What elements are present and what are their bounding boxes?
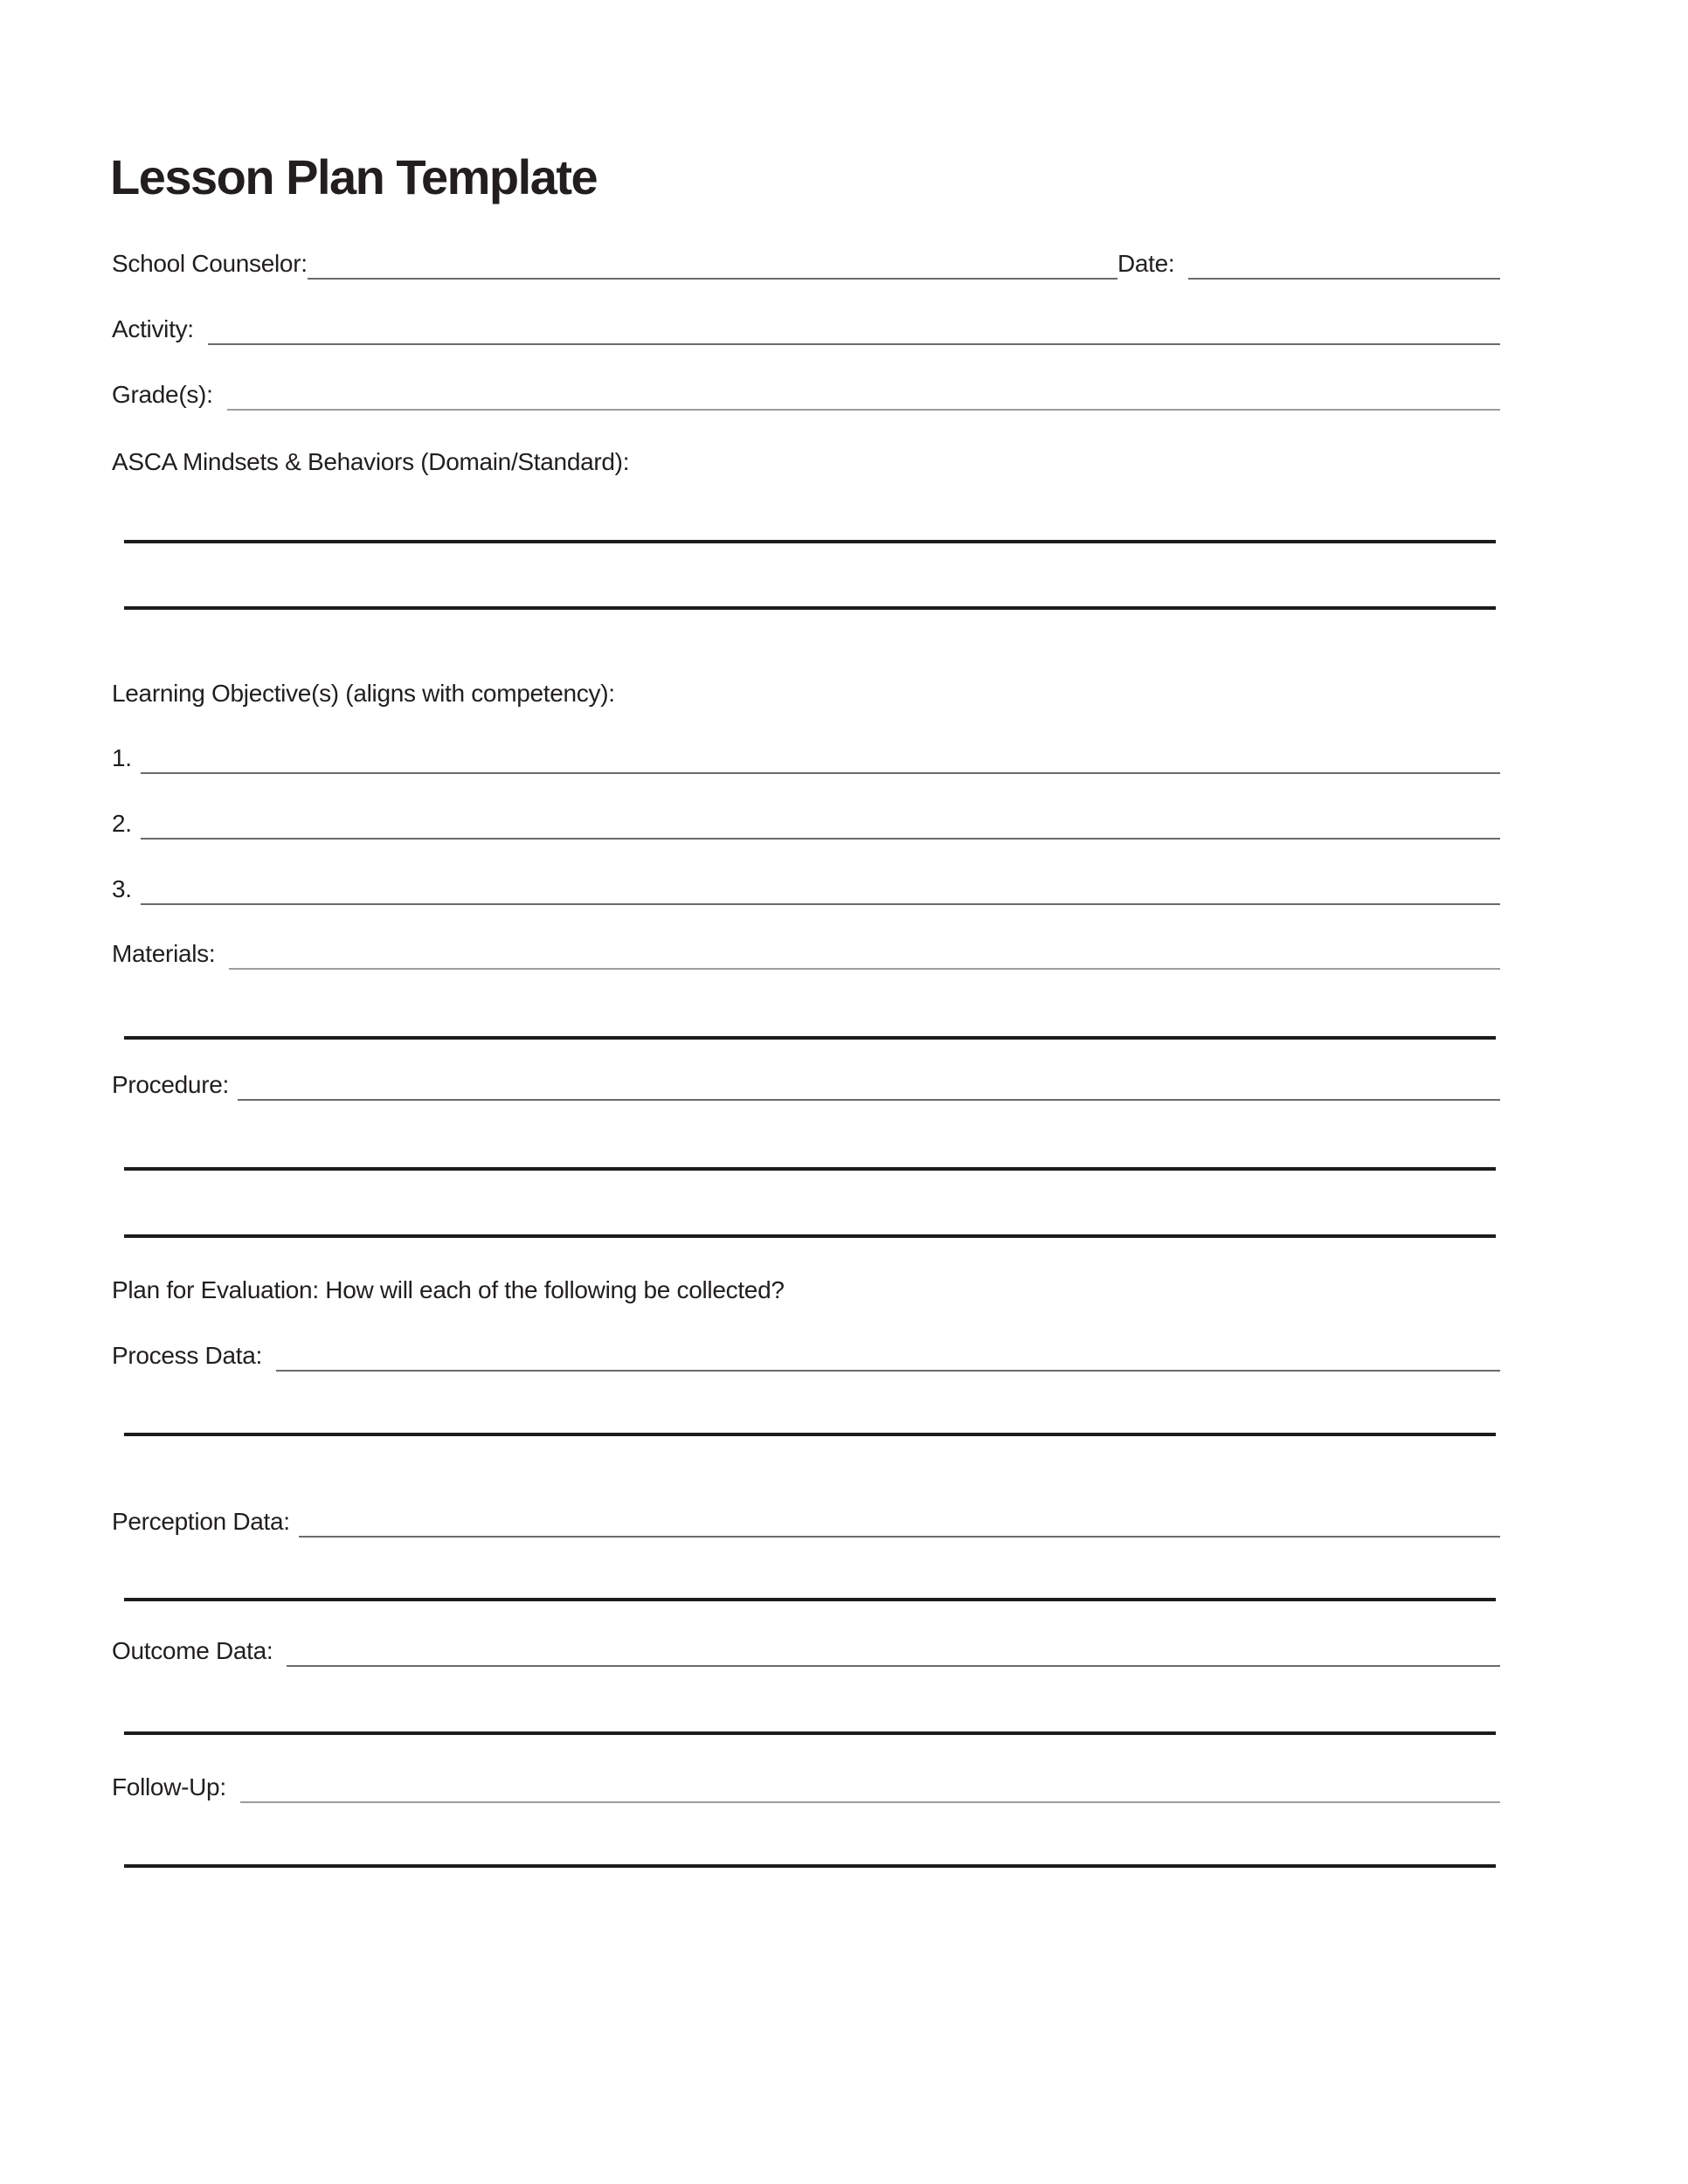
objective-2-input[interactable] (141, 806, 1500, 840)
plan-for-evaluation-label: Plan for Evaluation: How will each of the following be collected? (112, 1276, 785, 1303)
follow-up-writing-line[interactable] (124, 1864, 1496, 1868)
perception-data-input[interactable] (299, 1504, 1500, 1538)
process-data-input[interactable] (276, 1338, 1500, 1372)
procedure-label: Procedure: (112, 1071, 229, 1099)
procedure-writing-line-2[interactable] (124, 1234, 1496, 1238)
follow-up-label: Follow-Up: (112, 1773, 226, 1801)
school-counselor-label: School Counselor: (112, 250, 308, 278)
objective-row-3 (112, 872, 1500, 905)
materials-writing-line[interactable] (124, 1036, 1496, 1040)
field-row-counselor-date (112, 246, 1500, 280)
asca-writing-line-2[interactable] (124, 606, 1496, 610)
perception-data-writing-line[interactable] (124, 1598, 1496, 1601)
process-data-label: Process Data: (112, 1342, 262, 1370)
grades-label: Grade(s): (112, 381, 213, 409)
objective-3-number: 3. (112, 875, 132, 903)
objective-1-number: 1. (112, 744, 132, 772)
materials-input[interactable] (229, 936, 1500, 970)
perception-data-label: Perception Data: (112, 1508, 290, 1536)
procedure-writing-line-1[interactable] (124, 1167, 1496, 1171)
outcome-data-input[interactable] (287, 1634, 1500, 1667)
process-data-writing-line[interactable] (124, 1433, 1496, 1436)
materials-label: Materials: (112, 940, 216, 968)
objective-2-number: 2. (112, 810, 132, 838)
objective-row-1 (112, 741, 1500, 774)
field-row-outcome-data (112, 1634, 1500, 1667)
outcome-data-writing-line[interactable] (124, 1731, 1496, 1735)
field-row-process-data (112, 1338, 1500, 1372)
asca-writing-line-1[interactable] (124, 540, 1496, 543)
field-row-perception-data (112, 1504, 1500, 1538)
field-row-activity (112, 312, 1500, 345)
field-row-materials (112, 936, 1500, 970)
date-label: Date: (1117, 250, 1175, 278)
field-row-procedure (112, 1068, 1500, 1101)
objective-row-2 (112, 806, 1500, 840)
activity-input[interactable] (208, 312, 1500, 345)
follow-up-input[interactable] (240, 1770, 1500, 1803)
activity-label: Activity: (112, 315, 194, 343)
outcome-data-label: Outcome Data: (112, 1637, 273, 1665)
field-row-follow-up (112, 1770, 1500, 1803)
asca-mindsets-label: ASCA Mindsets & Behaviors (Domain/Standard): (112, 448, 630, 475)
grades-input[interactable] (227, 377, 1500, 411)
page-title: Lesson Plan Template (110, 149, 598, 204)
objective-3-input[interactable] (141, 872, 1500, 905)
learning-objectives-label: Learning Objective(s) (aligns with competency): (112, 680, 615, 707)
date-input[interactable] (1188, 246, 1500, 280)
field-row-grades (112, 377, 1500, 411)
procedure-input[interactable] (238, 1068, 1500, 1101)
school-counselor-input[interactable] (308, 246, 1117, 280)
objective-1-input[interactable] (141, 741, 1500, 774)
